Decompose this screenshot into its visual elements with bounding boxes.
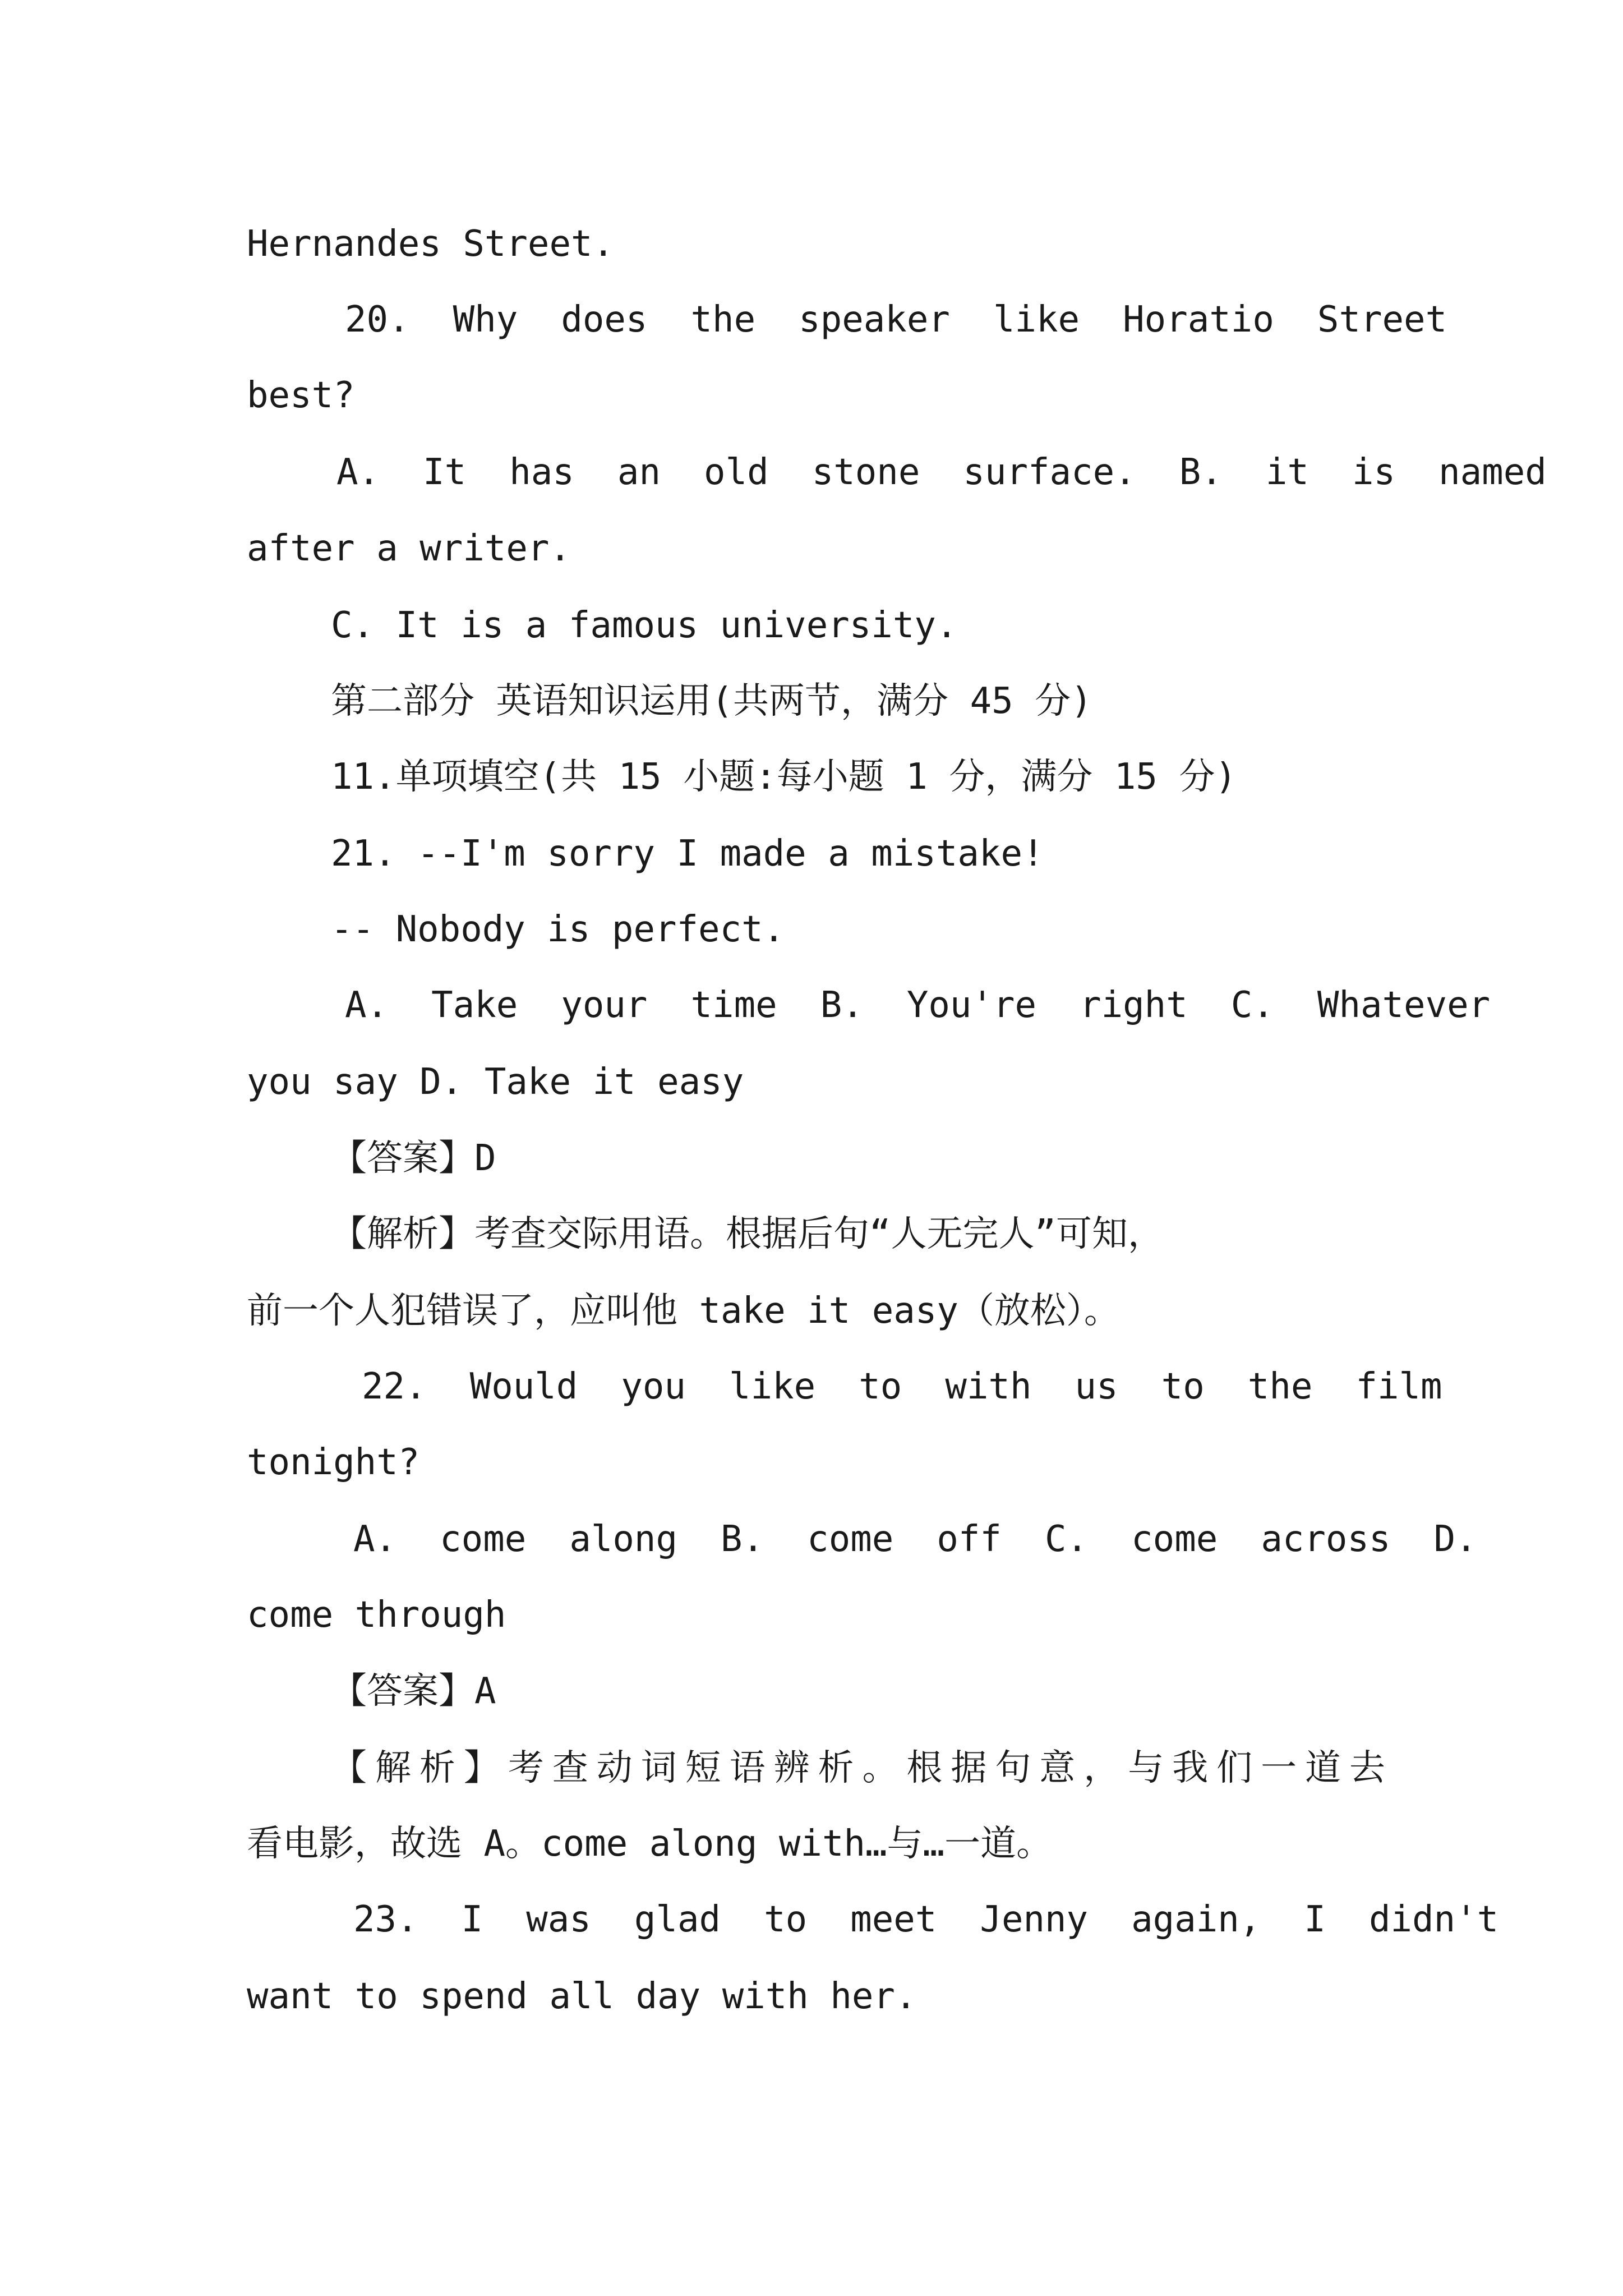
text-line-question-21: 21. --I'm sorry I made a mistake! [331,833,1044,875]
text-line-19: come through [247,1594,506,1636]
analysis-22-line-2: 看电影，故选 A。come along with…与…一道。 [247,1823,1053,1865]
text-line-options-22: A. come along B. come off C. come across D. [353,1519,1477,1560]
analysis-21-line-1: 【解析】考查交际用语。根据后句“人无完人”可知， [331,1213,1164,1255]
analysis-22-line-1: 【解析】考查动词短语辨析。根据句意，与我们一道去 [331,1747,1385,1789]
analysis-21-line-2: 前一个人犯错误了，应叫他 take it easy（放松）。 [247,1290,1120,1332]
text-line-options-20c: C. It is a famous university. [331,605,958,646]
section-heading-single-choice: 11.单项填空(共 15 小题:每小题 1 分，满分 15 分) [331,756,1237,798]
text-line-17: tonight? [247,1442,420,1483]
answer-label-22: 【答案】A [331,1671,496,1712]
text-line-question-20: 20. Why does the speaker like Horatio Street [345,299,1447,341]
section-heading-part-two: 第二部分 英语知识运用(共两节，满分 45 分) [331,680,1092,722]
text-line-options-21: A. Take your time B. You're right C. Whatever [345,984,1491,1026]
text-line-10: -- Nobody is perfect. [331,909,785,950]
text-line-5: after a writer. [247,528,571,569]
text-line-12: you say D. Take it easy [247,1061,744,1103]
text-line-24: want to spend all day with her. [247,1976,917,2017]
text-line-question-22: 22. Would you like to with us to the film [362,1366,1442,1407]
text-line-question-23: 23. I was glad to meet Jenny again, I didn't [353,1899,1499,1940]
text-line-options-20a: A. It has an old stone surface. B. it is named [336,452,1547,493]
answer-label-21: 【答案】D [331,1138,496,1179]
text-line-1: Hernandes Street. [247,223,615,265]
text-line-3: best? [247,375,355,416]
